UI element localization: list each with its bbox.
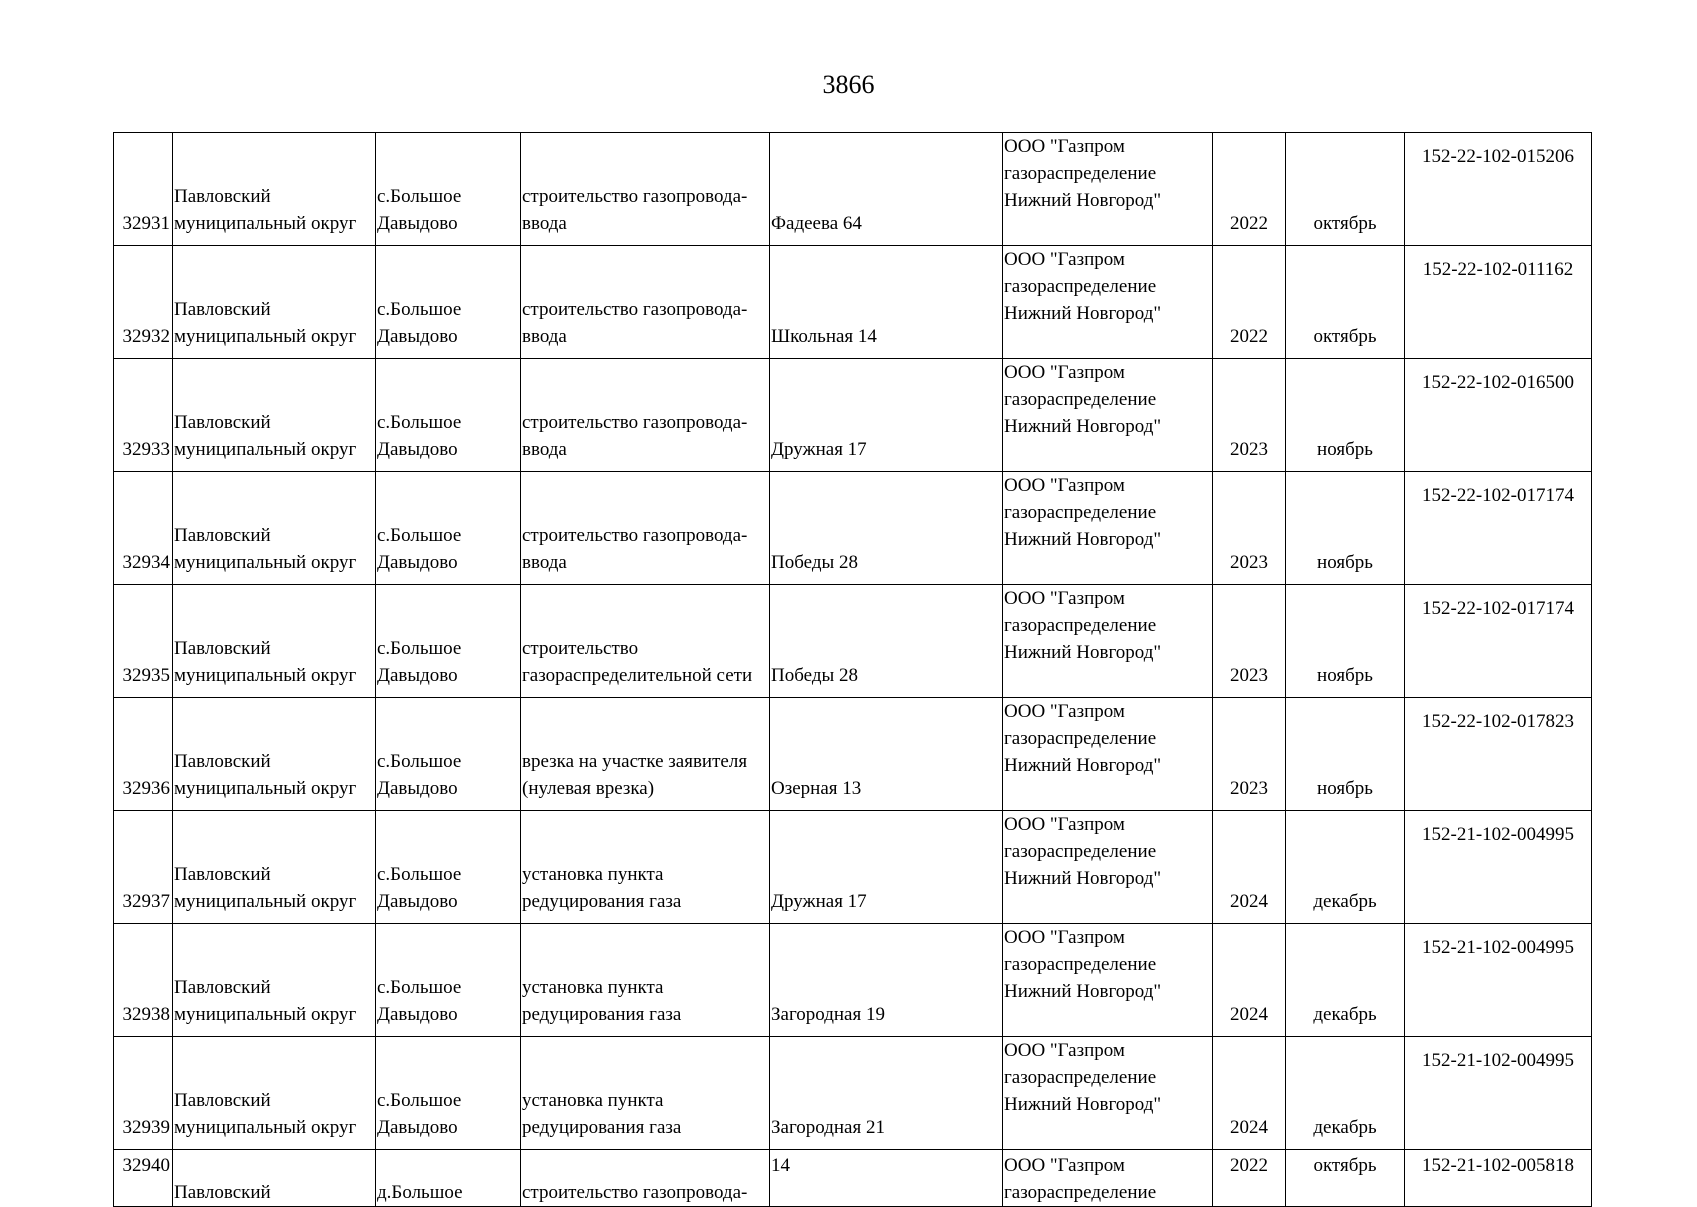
- year-cell: [1213, 1037, 1286, 1150]
- organization-cell: [1003, 924, 1213, 1037]
- settlement-cell-line: Давыдово: [377, 891, 458, 912]
- code-cell-line: 152-21-102-004995: [1422, 937, 1574, 958]
- organization-cell-line: ООО "Газпром: [1004, 927, 1125, 948]
- organization-cell-line: Нижний Новгород": [1004, 529, 1162, 550]
- organization-cell-line: ООО "Газпром: [1004, 475, 1125, 496]
- row-number-line: 32940: [122, 1155, 170, 1176]
- district-cell: [173, 1150, 376, 1207]
- table-row: [114, 585, 1592, 698]
- address-cell-line: Дружная 17: [771, 891, 867, 912]
- address-cell-line: Победы 28: [771, 665, 859, 686]
- row-number-line: 32932: [122, 326, 170, 347]
- table-row: [114, 1150, 1592, 1207]
- organization-cell-line: газораспределение: [1004, 728, 1157, 749]
- code-cell: [1405, 133, 1592, 246]
- month-cell-line: ноябрь: [1317, 439, 1373, 460]
- organization-cell-line: ООО "Газпром: [1004, 136, 1125, 157]
- work-cell-line: ввода: [522, 439, 567, 460]
- month-cell-line: декабрь: [1313, 891, 1377, 912]
- address-cell: [770, 585, 1003, 698]
- row-number-line: 32933: [122, 439, 170, 460]
- organization-cell-line: газораспределение: [1004, 276, 1157, 297]
- district-cell-line: муниципальный округ: [174, 552, 357, 573]
- month-cell: [1286, 133, 1405, 246]
- settlement-cell-line: с.Большое: [377, 751, 462, 772]
- district-cell-line: муниципальный округ: [174, 326, 357, 347]
- code-cell-line: 152-22-102-015206: [1422, 146, 1574, 167]
- organization-cell-line: Нижний Новгород": [1004, 642, 1162, 663]
- work-cell: [521, 1150, 770, 1207]
- year-cell-line: 2023: [1230, 778, 1268, 799]
- month-cell-line: октябрь: [1313, 1155, 1377, 1176]
- organization-cell-line: газораспределение: [1004, 1067, 1157, 1088]
- work-cell-line: установка пункта: [522, 1090, 664, 1111]
- month-cell: [1286, 472, 1405, 585]
- organization-cell-line: газораспределение: [1004, 502, 1157, 523]
- address-cell: [770, 246, 1003, 359]
- district-cell-line: Павловский: [174, 299, 271, 320]
- settlement-cell: [376, 811, 521, 924]
- year-cell-line: 2022: [1230, 326, 1268, 347]
- month-cell-line: декабрь: [1313, 1004, 1377, 1025]
- year-cell: [1213, 133, 1286, 246]
- year-cell: [1213, 359, 1286, 472]
- work-cell: [521, 1037, 770, 1150]
- settlement-cell-line: с.Большое: [377, 638, 462, 659]
- work-cell-line: установка пункта: [522, 864, 664, 885]
- month-cell-line: октябрь: [1313, 213, 1377, 234]
- organization-cell-line: Нижний Новгород": [1004, 981, 1162, 1002]
- work-cell-line: строительство газопровода-: [522, 1182, 748, 1203]
- organization-cell-line: ООО "Газпром: [1004, 588, 1125, 609]
- month-cell: [1286, 246, 1405, 359]
- settlement-cell-line: с.Большое: [377, 1090, 462, 1111]
- address-cell: [770, 698, 1003, 811]
- code-cell-line: 152-22-102-017823: [1422, 711, 1574, 732]
- work-cell: [521, 811, 770, 924]
- year-cell-line: 2024: [1230, 891, 1268, 912]
- organization-cell-line: газораспределение: [1004, 1182, 1157, 1203]
- district-cell-line: муниципальный округ: [174, 778, 357, 799]
- settlement-cell: [376, 472, 521, 585]
- settlement-cell-line: с.Большое: [377, 299, 462, 320]
- address-cell-line: Озерная 13: [771, 778, 862, 799]
- code-cell: [1405, 359, 1592, 472]
- year-cell: [1213, 585, 1286, 698]
- year-cell-line: 2024: [1230, 1117, 1268, 1138]
- table-body: [114, 133, 1592, 1207]
- organization-cell-line: газораспределение: [1004, 163, 1157, 184]
- row-number-line: 32934: [122, 552, 170, 573]
- settlement-cell-line: Давыдово: [377, 213, 458, 234]
- organization-cell-line: Нижний Новгород": [1004, 190, 1162, 211]
- work-cell-line: врезка на участке заявителя: [522, 751, 748, 772]
- row-number: [114, 1037, 173, 1150]
- row-number-line: 32938: [122, 1004, 170, 1025]
- code-cell-line: 152-22-102-016500: [1422, 372, 1574, 393]
- organization-cell-line: ООО "Газпром: [1004, 362, 1125, 383]
- settlement-cell-line: Давыдово: [377, 1117, 458, 1138]
- row-number: [114, 359, 173, 472]
- row-number: [114, 811, 173, 924]
- table-row: [114, 246, 1592, 359]
- organization-cell-line: Нижний Новгород": [1004, 303, 1162, 324]
- district-cell-line: Павловский: [174, 977, 271, 998]
- month-cell: [1286, 585, 1405, 698]
- code-cell: [1405, 1150, 1592, 1207]
- work-cell: [521, 359, 770, 472]
- organization-cell: [1003, 811, 1213, 924]
- work-cell-line: строительство газопровода-: [522, 525, 748, 546]
- organization-cell: [1003, 246, 1213, 359]
- month-cell: [1286, 698, 1405, 811]
- district-cell: [173, 811, 376, 924]
- work-cell-line: ввода: [522, 552, 567, 573]
- row-number-line: 32939: [122, 1117, 170, 1138]
- district-cell-line: Павловский: [174, 412, 271, 433]
- code-cell: [1405, 585, 1592, 698]
- row-number: [114, 585, 173, 698]
- settlement-cell-line: Давыдово: [377, 1004, 458, 1025]
- organization-cell-line: газораспределение: [1004, 954, 1157, 975]
- code-cell-line: 152-22-102-011162: [1422, 259, 1574, 280]
- address-cell-line: Победы 28: [771, 552, 859, 573]
- settlement-cell-line: с.Большое: [377, 186, 462, 207]
- settlement-cell: [376, 246, 521, 359]
- row-number: [114, 246, 173, 359]
- district-cell: [173, 1037, 376, 1150]
- district-cell-line: муниципальный округ: [174, 213, 357, 234]
- organization-cell-line: ООО "Газпром: [1004, 701, 1125, 722]
- year-cell: [1213, 246, 1286, 359]
- district-cell-line: Павловский: [174, 864, 271, 885]
- organization-cell-line: ООО "Газпром: [1004, 814, 1125, 835]
- district-cell-line: муниципальный округ: [174, 439, 357, 460]
- work-cell: [521, 246, 770, 359]
- work-cell-line: ввода: [522, 326, 567, 347]
- district-cell-line: Павловский: [174, 1090, 271, 1111]
- settlement-cell: [376, 1150, 521, 1207]
- work-cell: [521, 585, 770, 698]
- work-cell: [521, 924, 770, 1037]
- work-cell-line: установка пункта: [522, 977, 664, 998]
- organization-cell: [1003, 585, 1213, 698]
- code-cell-line: 152-21-102-004995: [1422, 1050, 1574, 1071]
- year-cell: [1213, 924, 1286, 1037]
- work-cell-line: строительство: [522, 638, 639, 659]
- district-cell-line: муниципальный округ: [174, 1117, 357, 1138]
- row-number-line: 32937: [122, 891, 170, 912]
- settlement-cell-line: с.Большое: [377, 525, 462, 546]
- row-number-line: 32931: [122, 213, 170, 234]
- address-cell-line: Фадеева 64: [771, 213, 862, 234]
- table-row: [114, 924, 1592, 1037]
- code-cell: [1405, 246, 1592, 359]
- district-cell: [173, 585, 376, 698]
- organization-cell-line: газораспределение: [1004, 389, 1157, 410]
- organization-cell-line: ООО "Газпром: [1004, 249, 1125, 270]
- settlement-cell: [376, 133, 521, 246]
- address-cell: [770, 133, 1003, 246]
- settlement-cell-line: с.Большое: [377, 977, 462, 998]
- district-cell-line: муниципальный округ: [174, 891, 357, 912]
- settlement-cell-line: Давыдово: [377, 665, 458, 686]
- organization-cell: [1003, 359, 1213, 472]
- work-cell-line: редуцирования газа: [522, 1117, 682, 1138]
- settlement-cell-line: Давыдово: [377, 778, 458, 799]
- organization-cell: [1003, 1150, 1213, 1207]
- work-cell: [521, 133, 770, 246]
- code-cell-line: 152-21-102-004995: [1422, 824, 1574, 845]
- organization-cell-line: ООО "Газпром: [1004, 1155, 1125, 1176]
- organization-cell: [1003, 133, 1213, 246]
- code-cell-line: 152-22-102-017174: [1422, 598, 1574, 619]
- settlement-cell-line: д.Большое: [377, 1182, 463, 1203]
- code-cell: [1405, 472, 1592, 585]
- organization-cell-line: Нижний Новгород": [1004, 868, 1162, 889]
- settlement-cell-line: с.Большое: [377, 412, 462, 433]
- row-number-line: 32935: [122, 665, 170, 686]
- row-number-line: 32936: [122, 778, 170, 799]
- district-cell: [173, 472, 376, 585]
- month-cell-line: декабрь: [1313, 1117, 1377, 1138]
- table-row: [114, 472, 1592, 585]
- organization-cell-line: Нижний Новгород": [1004, 416, 1162, 437]
- month-cell-line: октябрь: [1313, 326, 1377, 347]
- year-cell-line: 2022: [1230, 213, 1268, 234]
- month-cell: [1286, 811, 1405, 924]
- work-cell: [521, 472, 770, 585]
- work-cell-line: (нулевая врезка): [522, 778, 655, 799]
- table-row: [114, 698, 1592, 811]
- year-cell-line: 2022: [1230, 1155, 1268, 1176]
- row-number: [114, 1150, 173, 1207]
- organization-cell-line: газораспределение: [1004, 615, 1157, 636]
- year-cell: [1213, 472, 1286, 585]
- district-cell-line: Павловский: [174, 186, 271, 207]
- work-cell-line: строительство газопровода-: [522, 412, 748, 433]
- settlement-cell-line: с.Большое: [377, 864, 462, 885]
- table-row: [114, 359, 1592, 472]
- code-cell-line: 152-22-102-017174: [1422, 485, 1574, 506]
- row-number: [114, 472, 173, 585]
- settlement-cell: [376, 359, 521, 472]
- month-cell-line: ноябрь: [1317, 552, 1373, 573]
- district-cell-line: муниципальный округ: [174, 665, 357, 686]
- row-number: [114, 133, 173, 246]
- work-cell-line: строительство газопровода-: [522, 186, 748, 207]
- work-cell-line: строительство газопровода-: [522, 299, 748, 320]
- address-cell-line: 14: [771, 1155, 790, 1176]
- district-cell: [173, 133, 376, 246]
- settlement-cell: [376, 585, 521, 698]
- district-cell-line: Павловский: [174, 1182, 271, 1203]
- address-cell: [770, 811, 1003, 924]
- organization-cell: [1003, 1037, 1213, 1150]
- address-cell-line: Загородная 19: [771, 1004, 885, 1025]
- code-cell: [1405, 698, 1592, 811]
- year-cell: [1213, 1150, 1286, 1207]
- settlement-cell: [376, 698, 521, 811]
- code-cell: [1405, 1037, 1592, 1150]
- work-cell-line: редуцирования газа: [522, 1004, 682, 1025]
- organization-cell-line: ООО "Газпром: [1004, 1040, 1125, 1061]
- code-cell: [1405, 924, 1592, 1037]
- settlement-cell: [376, 1037, 521, 1150]
- month-cell: [1286, 924, 1405, 1037]
- code-cell: [1405, 811, 1592, 924]
- year-cell: [1213, 811, 1286, 924]
- work-cell-line: газораспределительной сети: [522, 665, 753, 686]
- month-cell-line: ноябрь: [1317, 665, 1373, 686]
- address-cell-line: Школьная 14: [771, 326, 877, 347]
- year-cell: [1213, 698, 1286, 811]
- address-cell: [770, 472, 1003, 585]
- settlement-cell: [376, 924, 521, 1037]
- organization-cell: [1003, 698, 1213, 811]
- address-cell: [770, 924, 1003, 1037]
- district-cell-line: Павловский: [174, 638, 271, 659]
- code-cell-line: 152-21-102-005818: [1422, 1155, 1574, 1176]
- register-table: [113, 132, 1592, 1207]
- district-cell: [173, 698, 376, 811]
- address-cell-line: Загородная 21: [771, 1117, 885, 1138]
- month-cell-line: ноябрь: [1317, 778, 1373, 799]
- settlement-cell-line: Давыдово: [377, 326, 458, 347]
- row-number: [114, 698, 173, 811]
- year-cell-line: 2023: [1230, 665, 1268, 686]
- address-cell-line: Дружная 17: [771, 439, 867, 460]
- year-cell-line: 2023: [1230, 439, 1268, 460]
- address-cell: [770, 1037, 1003, 1150]
- address-cell: [770, 1150, 1003, 1207]
- settlement-cell-line: Давыдово: [377, 439, 458, 460]
- page-number: 3866: [822, 70, 875, 99]
- year-cell-line: 2024: [1230, 1004, 1268, 1025]
- organization-cell-line: Нижний Новгород": [1004, 755, 1162, 776]
- table-row: [114, 811, 1592, 924]
- work-cell-line: ввода: [522, 213, 567, 234]
- work-cell-line: редуцирования газа: [522, 891, 682, 912]
- district-cell: [173, 924, 376, 1037]
- organization-cell: [1003, 472, 1213, 585]
- organization-cell-line: газораспределение: [1004, 841, 1157, 862]
- table-row: [114, 1037, 1592, 1150]
- district-cell-line: муниципальный округ: [174, 1004, 357, 1025]
- work-cell: [521, 698, 770, 811]
- address-cell: [770, 359, 1003, 472]
- district-cell-line: Павловский: [174, 525, 271, 546]
- year-cell-line: 2023: [1230, 552, 1268, 573]
- month-cell: [1286, 1037, 1405, 1150]
- month-cell: [1286, 359, 1405, 472]
- settlement-cell-line: Давыдово: [377, 552, 458, 573]
- row-number: [114, 924, 173, 1037]
- district-cell: [173, 359, 376, 472]
- district-cell: [173, 246, 376, 359]
- district-cell-line: Павловский: [174, 751, 271, 772]
- table-row: [114, 133, 1592, 246]
- organization-cell-line: Нижний Новгород": [1004, 1094, 1162, 1115]
- month-cell: [1286, 1150, 1405, 1207]
